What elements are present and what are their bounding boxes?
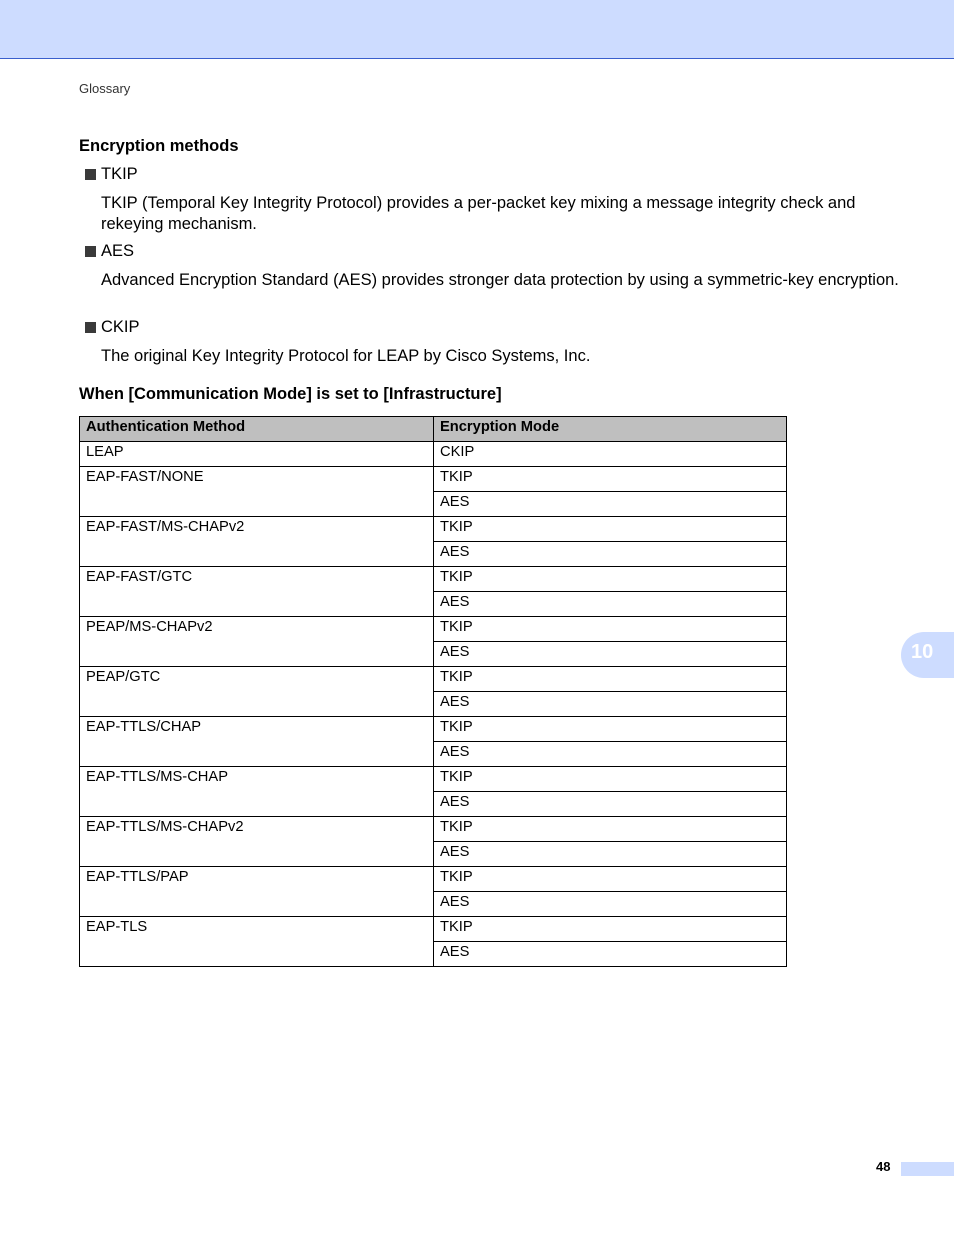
ckip-description: The original Key Integrity Protocol for LEAP by Cisco Systems, Inc. (101, 347, 591, 365)
table-header-row (80, 417, 787, 442)
page-number: 48 (876, 1159, 891, 1174)
cell-authentication-method: PEAP/MS-CHAPv2 (80, 617, 434, 667)
infrastructure-heading: When [Communication Mode] is set to [Infrastructure] (79, 385, 502, 403)
cell-encryption-mode: AES (434, 492, 787, 517)
cell-encryption-mode: AES (434, 642, 787, 667)
cell-authentication-method: PEAP/GTC (80, 667, 434, 717)
cell-encryption-mode: AES (434, 842, 787, 867)
bullet-square-icon (85, 322, 96, 333)
header-band (0, 0, 954, 59)
table-row (80, 817, 787, 842)
table-row (80, 717, 787, 742)
bullet-item-aes (85, 242, 134, 261)
column-header-encryption-mode: Encryption Mode (434, 417, 787, 442)
bullet-square-icon (85, 246, 96, 257)
table-row (80, 917, 787, 942)
column-header-authentication-method: Authentication Method (80, 417, 434, 442)
cell-encryption-mode: AES (434, 892, 787, 917)
bullet-label: TKIP (101, 165, 138, 183)
cell-authentication-method: EAP-FAST/GTC (80, 567, 434, 617)
tkip-description: TKIP (Temporal Key Integrity Protocol) provides a per-packet key mixing a message integrity check and rekeying mechanism. (101, 194, 856, 233)
cell-encryption-mode: TKIP (434, 717, 787, 742)
cell-encryption-mode: TKIP (434, 917, 787, 942)
cell-encryption-mode: AES (434, 942, 787, 967)
table-row (80, 517, 787, 542)
cell-encryption-mode: TKIP (434, 767, 787, 792)
cell-authentication-method: EAP-FAST/MS-CHAPv2 (80, 517, 434, 567)
cell-authentication-method: EAP-TTLS/MS-CHAP (80, 767, 434, 817)
cell-encryption-mode: TKIP (434, 617, 787, 642)
bullet-square-icon (85, 169, 96, 180)
authentication-table (79, 416, 787, 967)
table-row (80, 767, 787, 792)
cell-encryption-mode: AES (434, 792, 787, 817)
encryption-methods-heading: Encryption methods (79, 137, 239, 155)
table-row (80, 567, 787, 592)
table-row (80, 667, 787, 692)
cell-encryption-mode: AES (434, 692, 787, 717)
table-body (80, 442, 787, 967)
cell-encryption-mode: TKIP (434, 567, 787, 592)
running-header: Glossary (79, 81, 131, 96)
table-row (80, 467, 787, 492)
cell-authentication-method: EAP-TLS (80, 917, 434, 967)
cell-authentication-method: EAP-TTLS/PAP (80, 867, 434, 917)
cell-encryption-mode: TKIP (434, 867, 787, 892)
cell-authentication-method: LEAP (80, 442, 434, 467)
cell-encryption-mode: TKIP (434, 667, 787, 692)
aes-description: Advanced Encryption Standard (AES) provides stronger data protection by using a symmetric-key encryption. (101, 271, 899, 289)
cell-encryption-mode: TKIP (434, 517, 787, 542)
bullet-label: CKIP (101, 318, 140, 336)
cell-encryption-mode: TKIP (434, 467, 787, 492)
bullet-item-tkip (85, 165, 138, 184)
table-row (80, 867, 787, 892)
cell-encryption-mode: CKIP (434, 442, 787, 467)
chapter-number: 10 (911, 641, 934, 663)
page-number-bar (901, 1162, 954, 1176)
table-row (80, 617, 787, 642)
cell-encryption-mode: AES (434, 592, 787, 617)
chapter-tab (901, 632, 954, 678)
cell-authentication-method: EAP-TTLS/CHAP (80, 717, 434, 767)
table-row (80, 442, 787, 467)
cell-authentication-method: EAP-FAST/NONE (80, 467, 434, 517)
cell-encryption-mode: TKIP (434, 817, 787, 842)
cell-encryption-mode: AES (434, 542, 787, 567)
cell-encryption-mode: AES (434, 742, 787, 767)
cell-authentication-method: EAP-TTLS/MS-CHAPv2 (80, 817, 434, 867)
bullet-item-ckip (85, 318, 140, 337)
bullet-label: AES (101, 242, 135, 260)
